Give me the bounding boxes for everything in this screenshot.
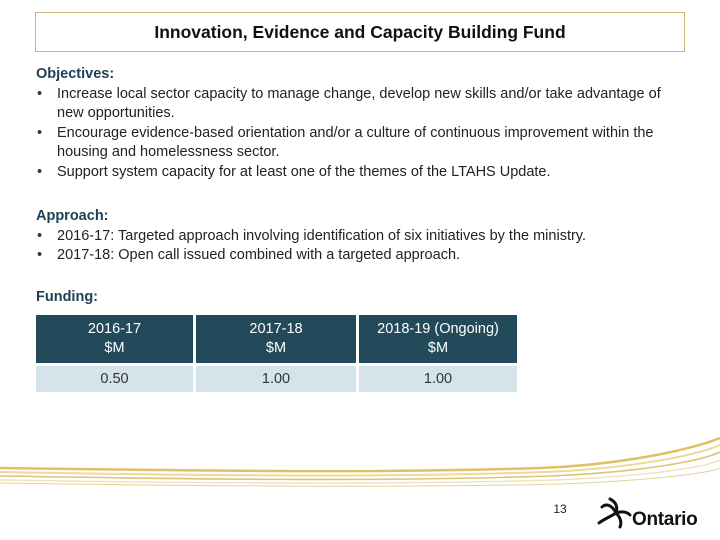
funding-header-cell	[196, 315, 359, 366]
slide-title-box	[35, 12, 685, 52]
objective-item: • Increase local sector capacity to manage change, develop new skills and/or take advantage of new opportunities.	[36, 85, 686, 124]
funding-year: 2016-17	[87, 321, 142, 337]
funding-unit: $M	[427, 340, 449, 356]
funding-value-cell: 0.50	[36, 366, 196, 392]
page-number: 13	[553, 502, 567, 516]
funding-heading: Funding:	[36, 289, 99, 305]
funding-value-cell: 1.00	[196, 366, 359, 392]
objectives-heading: Objectives:	[36, 66, 115, 82]
approach-item: • 2017-18: Open call issued combined with a targeted approach.	[36, 246, 686, 266]
approach-heading: Approach:	[36, 208, 109, 224]
slide-title: Innovation, Evidence and Capacity Building Fund	[154, 21, 566, 42]
funding-unit: $M	[104, 340, 125, 356]
objectives-list	[36, 85, 686, 183]
funding-year: 2018-19 (Ongoing)	[377, 321, 499, 337]
approach-section	[36, 207, 686, 266]
funding-values-row	[36, 366, 517, 392]
funding-header-row	[36, 315, 517, 366]
approach-list	[36, 227, 686, 266]
funding-header-cell	[36, 315, 196, 366]
ontario-wordmark: Ontario	[632, 509, 698, 530]
funding-table	[36, 315, 517, 392]
funding-unit: $M	[265, 340, 287, 356]
funding-value-cell: 1.00	[359, 366, 517, 392]
objectives-section	[36, 65, 686, 182]
funding-header-cell	[359, 315, 517, 366]
objective-item: • Support system capacity for at least one of the themes of the LTAHS Update.	[36, 163, 686, 183]
objective-item: • Encourage evidence-based orientation and/or a culture of continuous improvement within the housing and homelessness sector.	[36, 124, 686, 163]
approach-item: • 2016-17: Targeted approach involving identification of six initiatives by the ministry.	[36, 227, 686, 247]
funding-year: 2017-18	[249, 321, 303, 337]
decorative-gold-band	[0, 430, 720, 490]
